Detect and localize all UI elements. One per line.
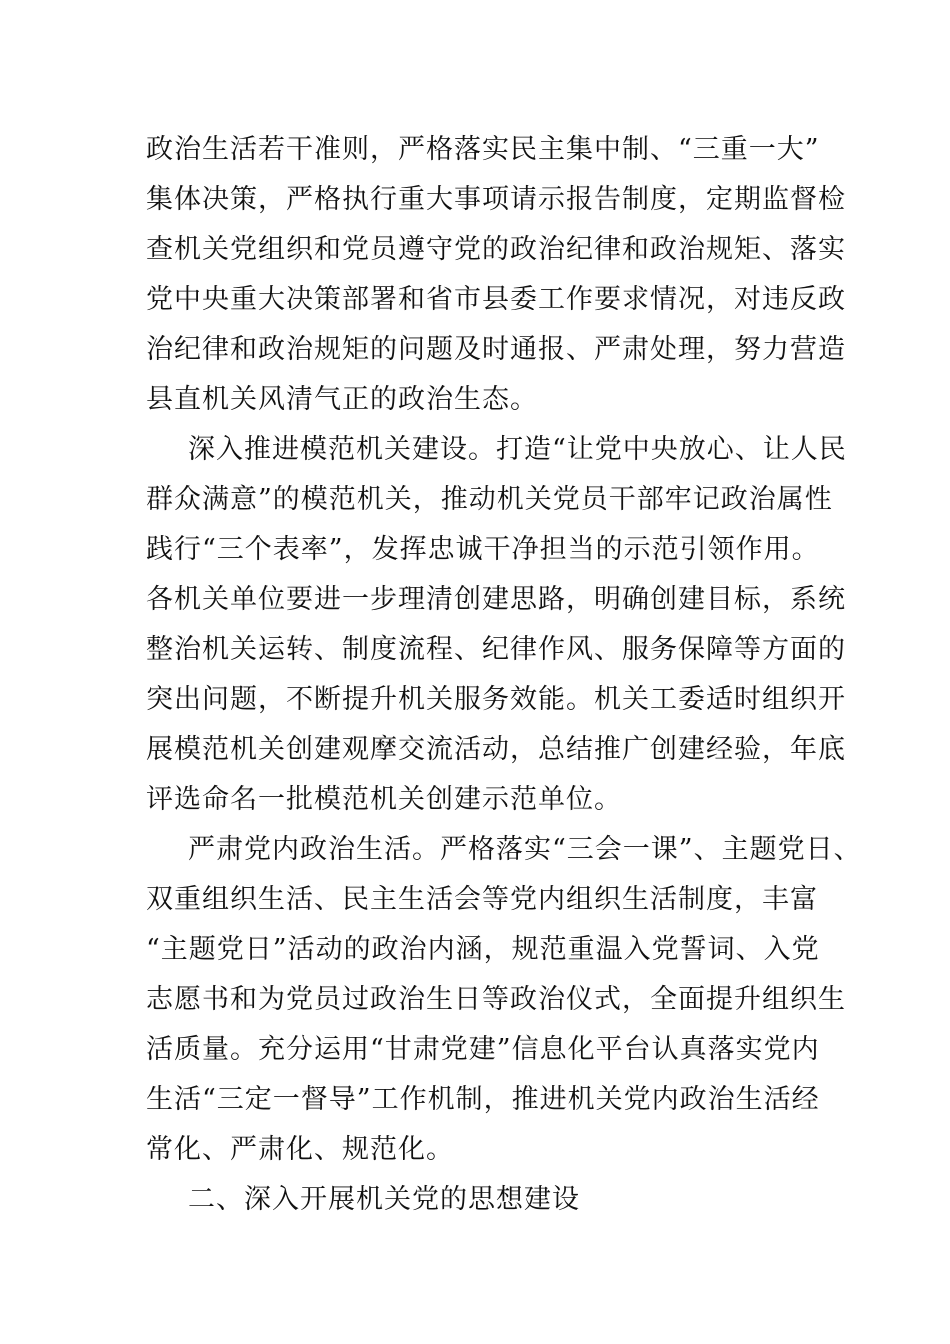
text-line: 党中央重大决策部署和省市县委工作要求情况，对违反政 [146, 284, 846, 315]
text-line: 评选命名一批模范机关创建示范单位。 [146, 784, 622, 815]
text-line: 生活“三定一督导”工作机制，推进机关党内政治生活经 [146, 1084, 820, 1115]
section-heading: 二、深入开展机关党的思想建设 [188, 1184, 580, 1215]
paragraph-start-line: 深入推进模范机关建设。打造“让党中央放心、让人民 [188, 434, 847, 465]
text-line: 治纪律和政治规矩的问题及时通报、严肃处理，努力营造 [146, 334, 846, 365]
text-line: 群众满意”的模范机关，推动机关党员干部牢记政治属性 [146, 484, 833, 515]
paragraph-start-line: 严肃党内政治生活。严格落实“三会一课”、主题党日、 [188, 834, 862, 865]
document-body [146, 125, 862, 1225]
text-line: 志愿书和为党员过政治生日等政治仪式，全面提升组织生 [146, 984, 846, 1015]
text-line: 活质量。充分运用“甘肃党建”信息化平台认真落实党内 [146, 1034, 820, 1065]
text-line: 各机关单位要进一步理清创建思路，明确创建目标，系统 [146, 584, 846, 615]
text-line: 双重组织生活、民主生活会等党内组织生活制度，丰富 [146, 884, 818, 915]
text-line: 整治机关运转、制度流程、纪律作风、服务保障等方面的 [146, 634, 846, 665]
text-line: 集体决策，严格执行重大事项请示报告制度，定期监督检 [146, 184, 846, 215]
text-line: “主题党日”活动的政治内涵，规范重温入党誓词、入党 [146, 934, 820, 965]
text-line: 政治生活若干准则，严格落实民主集中制、“三重一大” [146, 134, 820, 165]
text-line: 常化、严肃化、规范化。 [146, 1134, 454, 1165]
text-line: 突出问题，不断提升机关服务效能。机关工委适时组织开 [146, 684, 846, 715]
text-line: 践行“三个表率”，发挥忠诚干净担当的示范引领作用。 [146, 534, 820, 565]
text-line: 县直机关风清气正的政治生态。 [146, 384, 538, 415]
text-line: 展模范机关创建观摩交流活动，总结推广创建经验，年底 [146, 734, 846, 765]
text-line: 查机关党组织和党员遵守党的政治纪律和政治规矩、落实 [146, 234, 846, 265]
